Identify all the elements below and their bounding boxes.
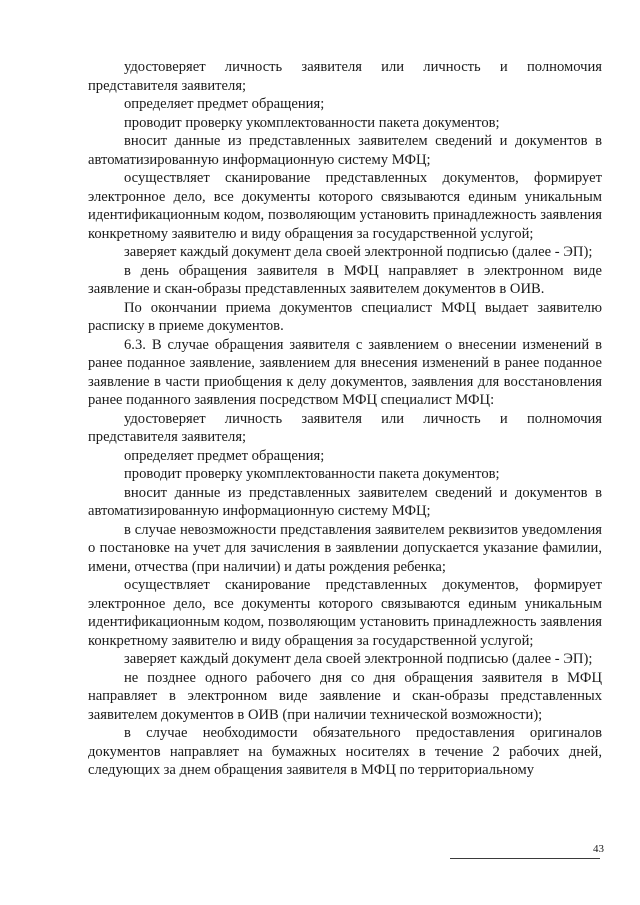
page-number: 43 [593,843,604,855]
paragraph-9: 6.3. В случае обращения заявителя с заявлением о внесении изменений в ранее поданное заявление, заявлением для внесения изменений в ранее поданное заявление в части приобщения к делу документов, заявления для восстановления ранее поданного заявления посредством МФЦ специалист МФЦ: [88,336,602,408]
paragraph-17: не позднее одного рабочего дня со дня обращения заявителя в МФЦ направляет в электронном виде заявление и скан-образы представленных заявителем документов в ОИВ (при наличии технической возможности); [88,669,602,723]
paragraph-5: осуществляет сканирование представленных документов, формирует электронное дело, все документы которого связываются единым уникальным идентификационным кодом, позволяющим установить принадлежность заявления конкретному заявителю и виду обращения за государственной услугой; [88,170,602,242]
body-text [88,58,602,780]
paragraph-14: в случае невозможности представления заявителем реквизитов уведомления о постановке на учет для зачисления в заявлении допускается указание фамилии, имени, отчества (при наличии) и даты рождения ребенка; [88,521,602,575]
paragraph-12: проводит проверку укомплектованности пакета документов; [124,466,500,482]
paragraph-2: определяет предмет обращения; [124,96,325,112]
paragraph-8: По окончании приема документов специалист МФЦ выдает заявителю расписку в приеме документов. [88,299,602,334]
paragraph-6: заверяет каждый документ дела своей электронной подписью (далее - ЭП); [124,244,593,260]
paragraph-11: определяет предмет обращения; [124,447,325,464]
paragraph-18: в случае необходимости обязательного предоставления оригиналов документов направляет на бумажных носителях в течение 2 рабочих дней, следующих за днем обращения заявителя в МФЦ по территориальному [88,725,602,778]
paragraph-16: заверяет каждый документ дела своей электронной подписью (далее - ЭП); [124,651,593,667]
paragraph-1: удостоверяет личность заявителя или личность и полномочия представителя заявителя; [88,59,602,94]
paragraph-7: в день обращения заявителя в МФЦ направляет в электронном виде заявление и скан-образы представленных заявителем документов в ОИВ. [88,262,602,297]
paragraph-15: осуществляет сканирование представленных документов, формирует электронное дело, все документы которого связываются единым уникальным идентификационным кодом, позволяющим установить принадлежность заявления конкретному заявителю и виду обращения за государственной услугой; [88,577,602,649]
paragraph-4: вносит данные из представленных заявителем сведений и документов в автоматизированную информационную систему МФЦ; [88,133,602,168]
paragraph-13: вносит данные из представленных заявителем сведений и документов в автоматизированную информационную систему МФЦ; [88,484,602,519]
paragraph-3: проводит проверку укомплектованности пакета документов; [124,114,500,131]
paragraph-10: удостоверяет личность заявителя или личность и полномочия представителя заявителя; [88,410,602,445]
bottom-rule [450,858,600,859]
